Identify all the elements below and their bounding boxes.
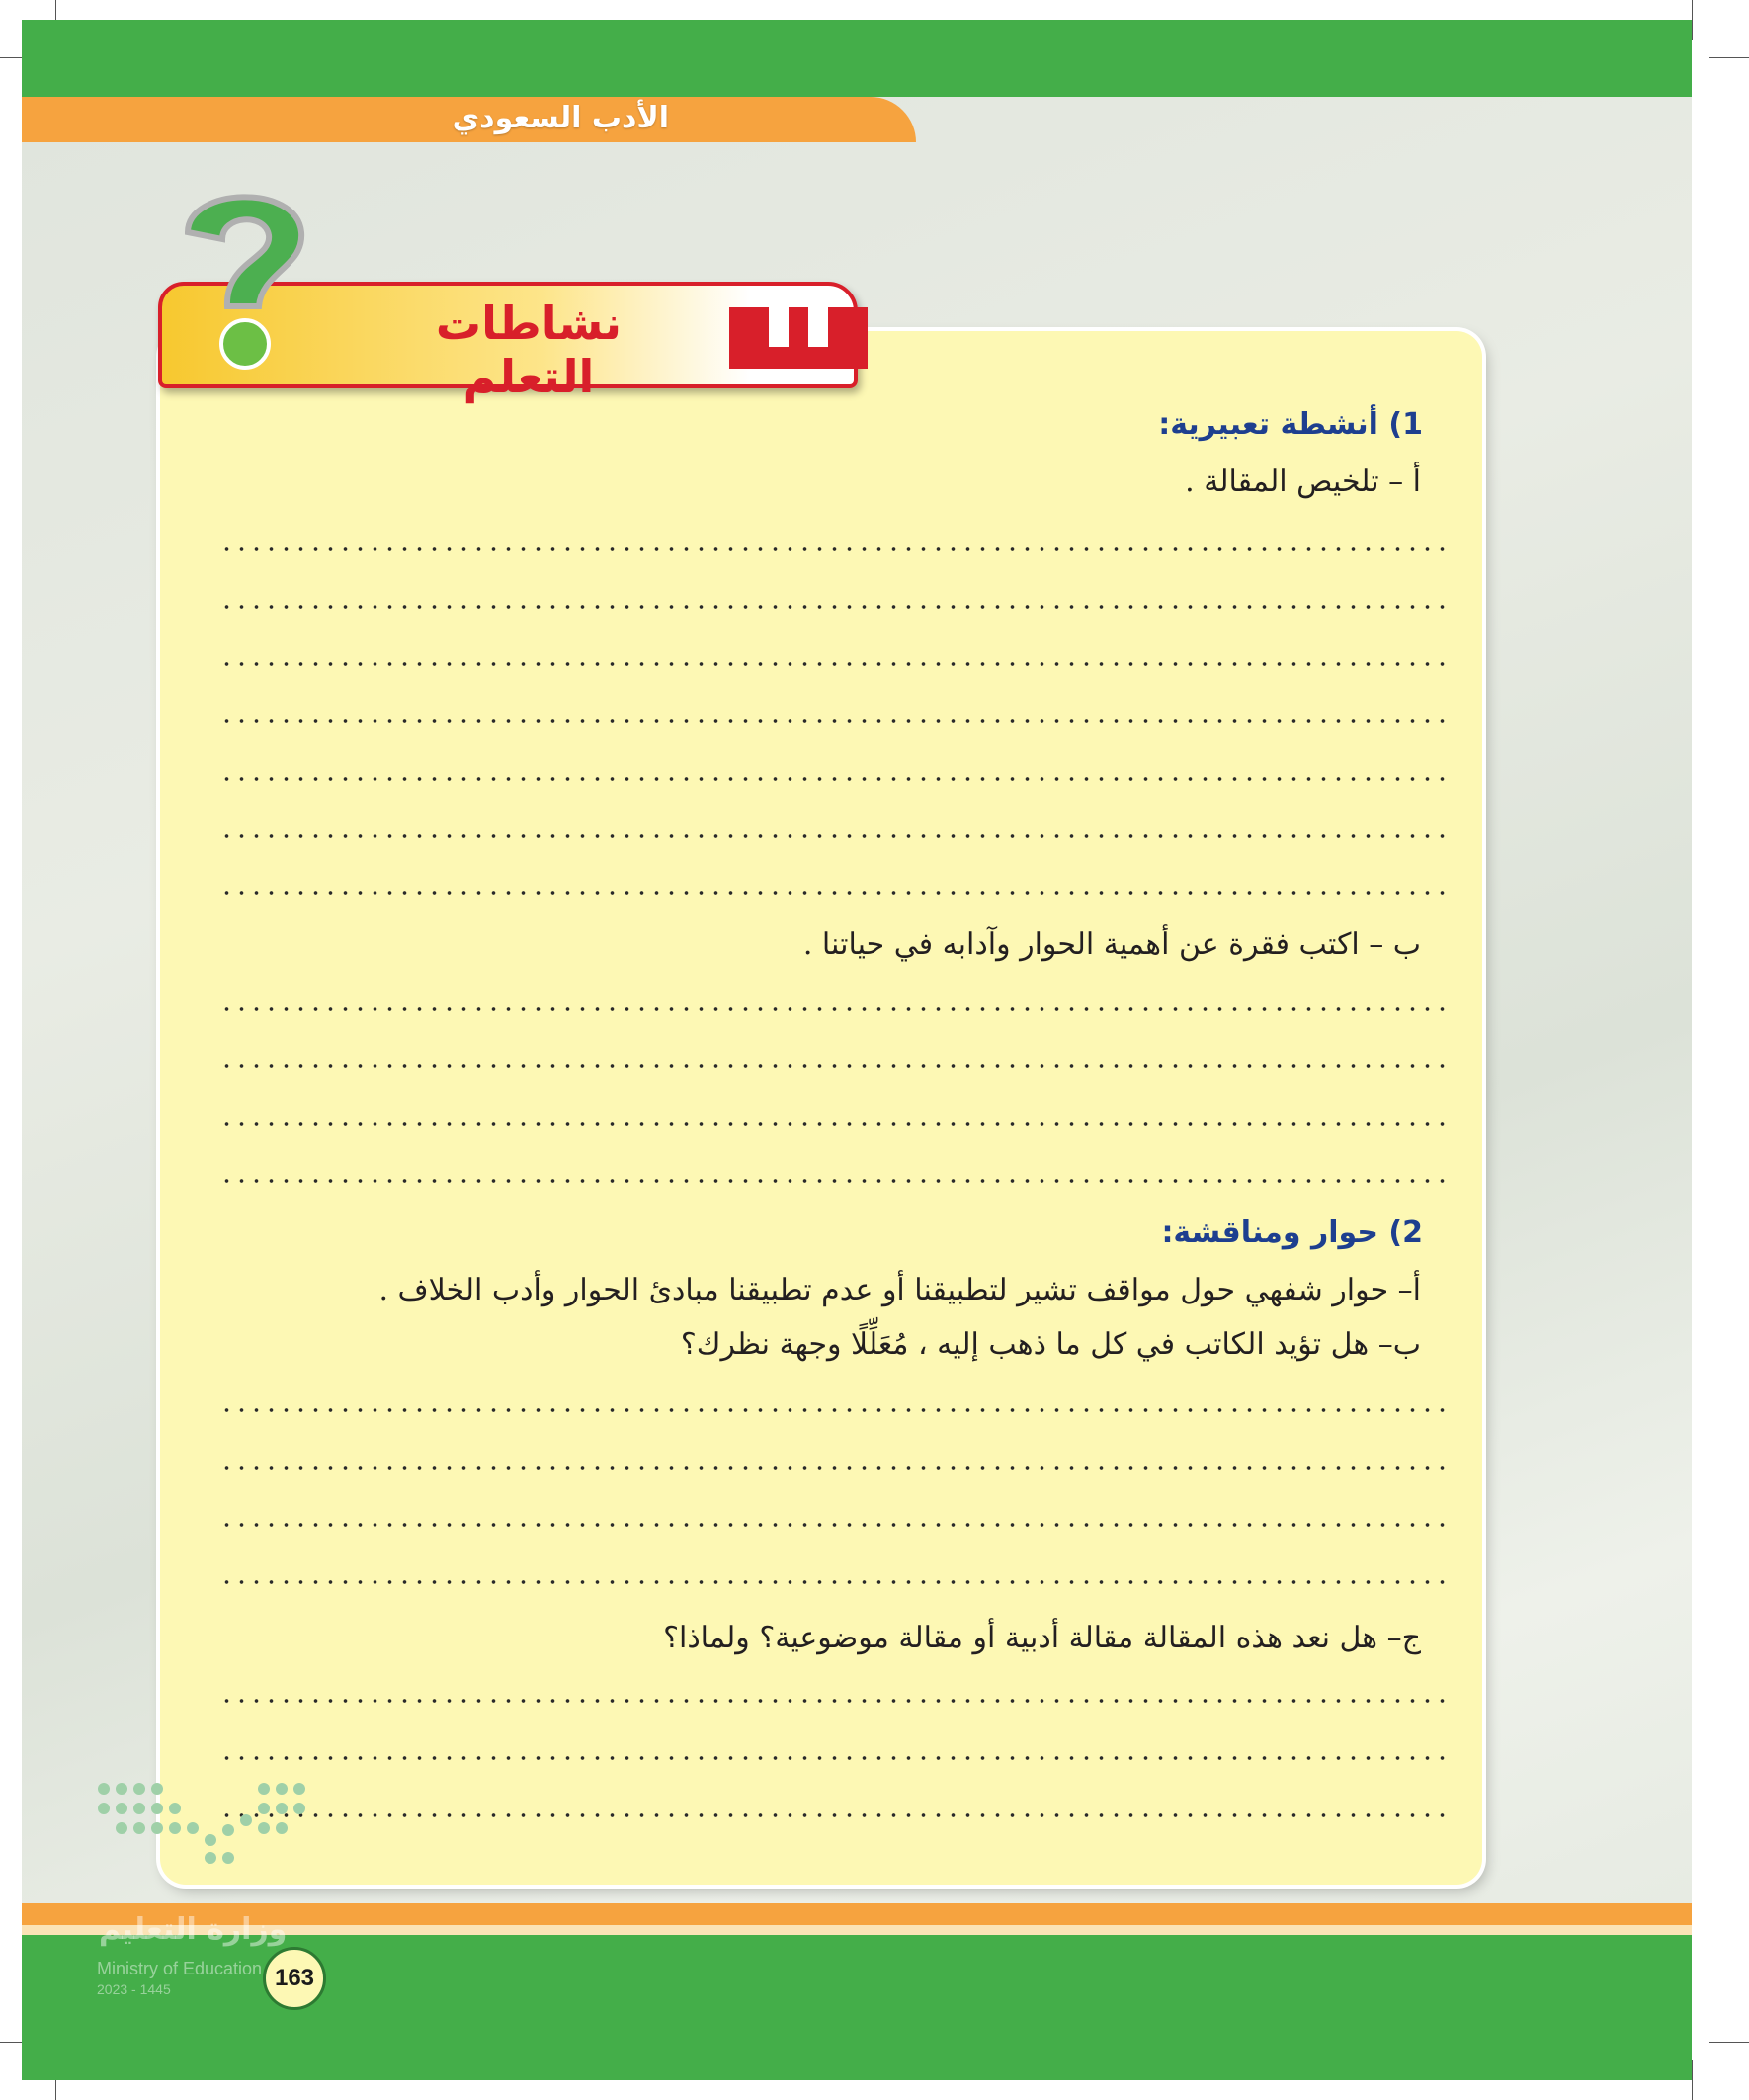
answer-line — [219, 546, 1449, 552]
answer-line — [219, 1465, 1449, 1470]
answer-line — [219, 661, 1449, 667]
ministry-name-ar: وزارة التعليم — [99, 1912, 288, 1947]
section1-item-b: ب – اكتب فقرة عن أهمية الحوار وآدابه في حياتنا . — [802, 927, 1421, 962]
ministry-name-en: Ministry of Education — [97, 1959, 263, 1978]
section2-item-b: ب– هل تؤيد الكاتب في كل ما ذهب إليه ، مُعَلِّلًا وجهة نظرك؟ — [680, 1327, 1421, 1362]
crop-mark — [1709, 57, 1749, 58]
top-green-bar — [22, 20, 1692, 97]
answer-line — [219, 718, 1449, 724]
section1-item-a: أ – تلخيص المقالة . — [1185, 464, 1421, 499]
page-number: 163 — [263, 1947, 326, 2010]
section2-heading: 2) حوار ومناقشة: — [1161, 1216, 1423, 1250]
ministry-logo-icon — [94, 1779, 311, 1897]
section2-item-c: ج– هل نعد هذه المقالة مقالة أدبية أو مقالة موضوعية؟ ولماذا؟ — [663, 1621, 1421, 1655]
answer-line — [219, 1755, 1449, 1761]
crop-mark — [1692, 0, 1693, 40]
section1-heading: 1) أنشطة تعبيرية: — [1158, 407, 1423, 442]
answer-line — [219, 604, 1449, 610]
answer-line — [219, 1812, 1449, 1818]
answer-line — [219, 776, 1449, 782]
answer-line — [219, 1178, 1449, 1184]
ministry-year: 2023 - 1445 — [97, 1981, 171, 1997]
answer-line — [219, 1407, 1449, 1413]
question-mark-icon — [168, 178, 326, 376]
answer-line — [219, 1063, 1449, 1069]
crop-mark — [1692, 2060, 1693, 2100]
answer-line — [219, 1006, 1449, 1012]
section2-item-a: أ– حوار شفهي حول مواقف تشير لتطبيقنا أو عدم تطبيقنا مبادئ الحوار وأدب الخلاف . — [378, 1273, 1421, 1307]
answer-line — [219, 890, 1449, 896]
banner-title: نشاطات التعلم — [435, 296, 623, 403]
header-tab — [22, 97, 916, 142]
answer-line — [219, 1698, 1449, 1704]
answer-line — [219, 1579, 1449, 1585]
subject-title: الأدب السعودي — [452, 101, 669, 135]
answer-line — [219, 1121, 1449, 1127]
crop-mark — [1709, 2042, 1749, 2043]
answer-line — [219, 1522, 1449, 1528]
answer-line — [219, 833, 1449, 839]
ribbon-icon — [729, 297, 868, 369]
